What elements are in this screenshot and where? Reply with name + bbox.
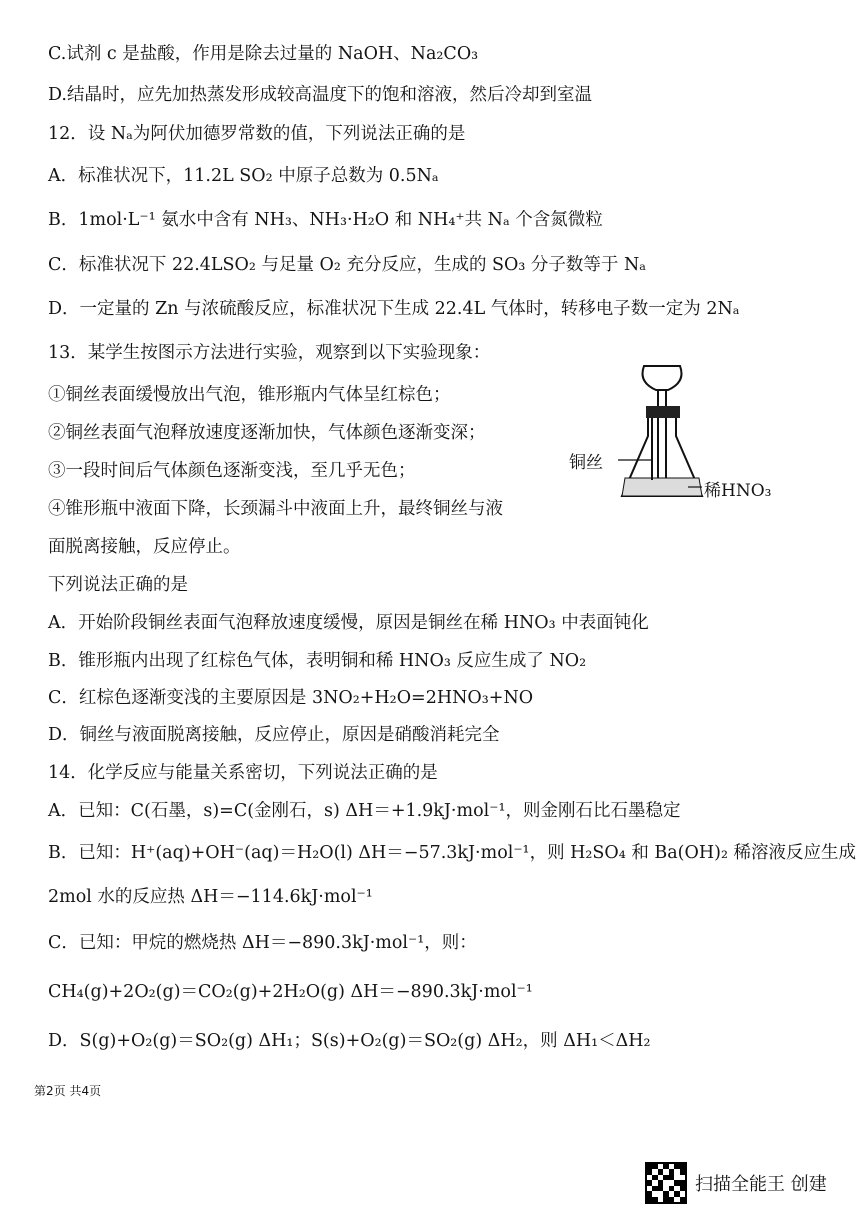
question-12-option-c: C．标准状况下 22.4LSO₂ 与足量 O₂ 充分反应，生成的 SO₃ 分子数等于 Nₐ xyxy=(48,255,647,275)
question-12-stem: 12．设 Nₐ为阿伏加德罗常数的值，下列说法正确的是 xyxy=(48,124,466,144)
question-14-option-a: A．已知：C(石墨，s)=C(金刚石，s) ΔH＝+1.9kJ·mol⁻¹，则金刚石比石墨稳定 xyxy=(48,801,681,821)
question-13-option-d: D．铜丝与液面脱离接触，反应停止，原因是硝酸消耗完全 xyxy=(48,725,500,745)
question-14-option-d: D．S(g)+O₂(g)＝SO₂(g) ΔH₁；S(s)+O₂(g)＝SO₂(g) ΔH₂，则 ΔH₁＜ΔH₂ xyxy=(48,1031,651,1051)
question-13-observation-3: ③一段时间后气体颜色逐渐变浅，至几乎无色； xyxy=(48,461,416,481)
question-14-option-b: B．已知：H⁺(aq)+OH⁻(aq)＝H₂O(l) ΔH＝−57.3kJ·mol⁻¹，则 H₂SO₄ 和 Ba(OH)₂ 稀溶液反应生成 xyxy=(48,843,857,863)
question-13-observation-4-cont: 面脱离接触，反应停止。 xyxy=(48,537,241,557)
scanner-watermark xyxy=(645,1162,827,1204)
question-12-option-b: B．1mol·L⁻¹ 氨水中含有 NH₃、NH₃·H₂O 和 NH₄⁺共 Nₐ 个含氮微粒 xyxy=(48,210,603,230)
question-14-stem: 14．化学反应与能量关系密切，下列说法正确的是 xyxy=(48,763,438,783)
question-13-stem: 13．某学生按图示方法进行实验，观察到以下实验现象： xyxy=(48,343,491,363)
watermark-text: 扫描全能王 创建 xyxy=(695,1174,827,1195)
question-13-observation-2: ②铜丝表面气泡释放速度逐渐加快，气体颜色逐渐变深； xyxy=(48,423,486,443)
question-13-observation-4: ④锥形瓶中液面下降，长颈漏斗中液面上升，最终铜丝与液 xyxy=(48,499,503,519)
page-number: 第2页 共4页 xyxy=(34,1084,102,1098)
question-13-option-b: B．锥形瓶内出现了红棕色气体，表明铜和稀 HNO₃ 反应生成了 NO₂ xyxy=(48,651,587,671)
apparatus-figure xyxy=(568,362,788,512)
question-13-observation-1: ①铜丝表面缓慢放出气泡，锥形瓶内气体呈红棕色； xyxy=(48,385,451,405)
label-dilute-nitric-acid: 稀HNO₃ xyxy=(704,481,772,501)
question-12-option-d: D．一定量的 Zn 与浓硫酸反应，标准状况下生成 22.4L 气体时，转移电子数一定为 2Nₐ xyxy=(48,299,740,319)
question-14-option-c: C．已知：甲烷的燃烧热 ΔH＝−890.3kJ·mol⁻¹，则： xyxy=(48,933,477,953)
question-14-option-c-equation: CH₄(g)+2O₂(g)＝CO₂(g)+2H₂O(g) ΔH＝−890.3kJ·mol⁻¹ xyxy=(48,982,533,1002)
question-13-prompt: 下列说法正确的是 xyxy=(48,575,188,595)
question-13-option-c: C．红棕色逐渐变浅的主要原因是 3NO₂+H₂O=2HNO₃+NO xyxy=(48,688,534,708)
qr-code-icon xyxy=(645,1162,687,1204)
option-c-previous: C.试剂 c 是盐酸，作用是除去过量的 NaOH、Na₂CO₃ xyxy=(48,44,479,64)
label-copper-wire: 铜丝 xyxy=(569,453,603,473)
question-13-option-a: A．开始阶段铜丝表面气泡释放速度缓慢，原因是铜丝在稀 HNO₃ 中表面钝化 xyxy=(48,613,649,633)
question-12-option-a: A．标准状况下，11.2L SO₂ 中原子总数为 0.5Nₐ xyxy=(48,166,439,186)
question-14-option-b-cont: 2mol 水的反应热 ΔH＝−114.6kJ·mol⁻¹ xyxy=(48,887,373,907)
option-d-previous: D.结晶时，应先加热蒸发形成较高温度下的饱和溶液，然后冷却到室温 xyxy=(48,85,592,105)
